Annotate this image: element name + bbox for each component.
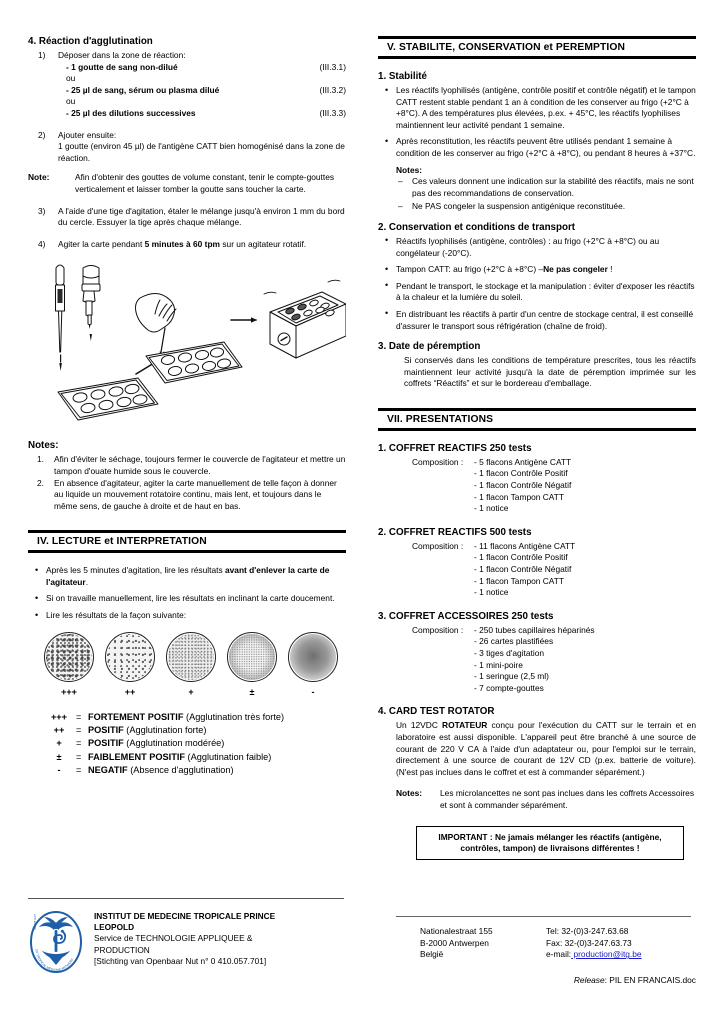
step-2-marker: 2)	[38, 129, 46, 140]
step-2-lead: Ajouter ensuite:	[58, 129, 117, 140]
kit-1-comp-label: Composition :	[412, 456, 464, 467]
iv-bullet-3: • Lire les résultats de la façon suivante:	[28, 610, 346, 622]
conservation-bullet-2-pre: Tampon CATT: au frigo (+2°C à +8°C) –	[396, 264, 544, 275]
conservation-bullet-3: • Pendant le transport, le stockage et la manipulation : éviter d'exposer les réactifs à la chaleur et la lumière du soleil.	[378, 281, 696, 304]
iv-bullet-2: • Si on travaille manuellement, lire les résultats en inclinant la carte doucement.	[28, 593, 346, 605]
legend-symbol: ±	[56, 751, 62, 762]
kit-item: - 1 notice	[474, 587, 509, 598]
kit-item: - 3 tiges d'agitation	[474, 648, 545, 658]
institute-service-line-2: PRODUCTION	[94, 944, 150, 955]
agglutination-label-1: ++	[124, 686, 136, 697]
release-label: Release	[573, 974, 605, 985]
iv-bullet-1-pre: Après les 5 minutes d'agitation, lire les résultats	[46, 565, 225, 576]
important-line-2: contrôles, tampon) de livraisons différentes !	[460, 842, 640, 853]
arrow-right-icon	[231, 318, 257, 324]
step-note-body: Afin d'obtenir des gouttes de volume constant, tenir le compte-gouttes verticalement et laisser tomber la goutte sans toucher la carte.	[75, 172, 335, 194]
kit-item: - 26 cartes plastifiées	[474, 636, 554, 647]
stability-notes-label: Notes:	[396, 164, 423, 175]
conservation-bullet-2	[378, 264, 696, 276]
option-row-2	[58, 85, 346, 97]
legend-equals: =	[76, 725, 82, 736]
left-note-1-marker: 1.	[37, 454, 44, 465]
option-row-3	[58, 108, 346, 120]
institute-name-line-1: INSTITUT DE MEDECINE TROPICALE PRINCE	[94, 911, 276, 921]
kit-1-items	[474, 457, 571, 515]
kit-1-composition	[378, 457, 696, 515]
release-line	[396, 975, 706, 985]
kit-item: - 11 flacons Antigène CATT	[474, 540, 576, 551]
kit-3-title: 3. COFFRET ACCESSOIRES 250 tests	[378, 610, 554, 622]
conservation-bullet-2-bold: Ne pas congeler	[543, 264, 608, 275]
agglutination-scale	[28, 632, 346, 697]
left-column	[28, 36, 346, 778]
step-3-marker: 3)	[38, 205, 46, 216]
itm-logo-icon	[28, 909, 84, 975]
step-3	[28, 206, 346, 229]
legend-equals: =	[76, 711, 82, 722]
legend-row	[42, 751, 346, 764]
right-column	[378, 36, 696, 860]
rotator-notes-label: Notes:	[396, 788, 423, 799]
option-1-text: - 1 goutte de sang non-dilué	[66, 61, 178, 72]
step-2-body: 1 goutte (environ 45 µl) de l'antigène CATT bien homogénisé dans la zone de réaction.	[58, 141, 345, 163]
step-4-bold: 5 minutes à 60 tpm	[144, 238, 221, 249]
legend-rest: (Agglutination faible)	[184, 751, 272, 762]
legend-rest: (Agglutination très forte)	[183, 711, 285, 722]
stability-title: 1. Stabilité	[378, 71, 427, 82]
section-iv-bullets	[28, 565, 346, 621]
agglutination-circle-4	[288, 632, 338, 682]
institute-name-line-2: LEOPOLD	[94, 922, 135, 933]
step-3-body: A l'aide d'une tige d'agitation, étaler le mélange jusqu'à environ 1 mm du bord du cercle. Essuyer la tige après chaque mélange.	[58, 205, 345, 228]
legend-symbol: ++	[53, 725, 65, 736]
legend-rest: (Absence d'agglutination)	[127, 765, 234, 776]
address-line-3: België	[420, 949, 444, 960]
legend-bold: POSITIF	[88, 738, 124, 749]
important-box	[416, 826, 684, 861]
agglutination-sample-1	[105, 632, 155, 697]
agglutination-label-0: +++	[61, 686, 77, 697]
section-4-steps-cont	[28, 206, 346, 251]
contact-details	[546, 926, 642, 961]
svg-text:INSTITUUT: INSTITUUT	[33, 913, 37, 931]
illustration-svg	[28, 256, 346, 436]
kit-item: - 1 flacon Tampon CATT	[474, 575, 564, 586]
rotator-notes	[378, 788, 696, 811]
rotator-title: 4. CARD TEST ROTATOR	[378, 706, 495, 718]
conservation-bullet-1: • Réactifs lyophilisés (antigène, contrôles) : au frigo (+2°C à +8°C) ou au congélateur (-20°C).	[378, 236, 696, 259]
kit-3-items	[474, 625, 595, 695]
legend-row	[42, 764, 346, 777]
institute-footer	[28, 898, 358, 975]
kit-item: - 250 tubes capillaires héparinés	[474, 624, 595, 635]
left-note-1	[28, 454, 346, 477]
iv-bullet-1	[28, 565, 346, 588]
agglutination-circle-1	[105, 632, 155, 682]
kit-item: - 7 compte-gouttes	[474, 682, 544, 693]
dropper-icon	[56, 265, 65, 371]
conservation-bullet-2-post: !	[607, 264, 613, 275]
conservation-bullets	[378, 236, 696, 332]
kit-3-composition	[378, 625, 696, 695]
address-line-2: B-2000 Antwerpen	[420, 937, 489, 948]
conservation-bullet-4: • En distribuant les réactifs à partir d'un centre de stockage central, il est conseillé d'assurer le transport sous réfrigération (chaîne de froid).	[378, 309, 696, 332]
iv-bullet-1-bold: avant d'enlever la carte de l'agitateur	[46, 565, 330, 587]
agglutination-sample-2	[166, 632, 216, 697]
rotator-device-icon	[264, 281, 346, 359]
step-1-marker: 1)	[38, 50, 46, 60]
legend-equals: =	[76, 765, 82, 776]
agglutination-label-4: -	[311, 686, 315, 697]
step-4	[28, 239, 346, 251]
interpretation-legend	[28, 711, 346, 778]
option-3-ref: (III.3.3)	[319, 107, 346, 118]
section-v-title: V. STABILITE, CONSERVATION et PEREMPTION	[387, 42, 625, 53]
expiry-body: Si conservés dans les conditions de température prescrites, tous les réactifs maintiennent leur activité jusqu'à la date de péremption imprimée sur les coffrets “Réactifs” et sur le bordereau d'emballage.	[404, 355, 696, 389]
legend-row	[42, 737, 346, 750]
section-vii-title: VII. PRESENTATIONS	[387, 413, 494, 425]
contact-block	[396, 926, 706, 961]
stability-bullets	[378, 85, 696, 160]
email-row	[546, 949, 642, 961]
option-row-1	[58, 62, 346, 74]
banner-rule-bottom	[28, 550, 346, 553]
legend-equals: =	[76, 738, 82, 749]
kit-item: - 1 flacon Contrôle Positif	[474, 468, 568, 479]
step-1-lead: Déposer dans la zone de réaction:	[58, 50, 186, 60]
institute-logo	[28, 909, 84, 975]
rotator-body	[378, 720, 696, 778]
left-notes-title: Notes:	[28, 440, 59, 452]
rotator-notes-body: Les microlancettes ne sont pas inclues dans les coffrets Accessoires et sont à commander séparément.	[440, 788, 695, 810]
step-1	[28, 50, 346, 120]
rotator-bold: ROTATEUR	[442, 720, 488, 731]
institute-address-block	[94, 909, 275, 967]
legend-rest: (Agglutination modérée)	[123, 738, 225, 749]
kit-item: - 5 flacons Antigène CATT	[474, 456, 572, 467]
or-1: ou	[66, 73, 76, 84]
section-vii-banner	[378, 408, 696, 431]
stability-bullet-1: • Les réactifs lyophilisés (antigène, contrôle positif et contrôle négatif) et le tampon CATT restent stable pendant 1 an à condition de les conserver au frigo (+2°C à +8°C). A des températures plus élevées, p.ex. + 45°C, les réactifs lyophilises maintiennent leur activité pendant 1 semaine.	[378, 85, 696, 131]
footer-row	[28, 909, 358, 975]
legend-symbol: +	[56, 738, 62, 749]
agglutination-sample-4	[288, 632, 338, 697]
agglutination-sample-3	[227, 632, 277, 697]
svg-text:OF TROPICAL MEDICINE ANTWERP: OF TROPICAL MEDICINE ANTWERP	[34, 948, 75, 973]
fax-value: 32-(0)3-247.63.73	[562, 937, 632, 948]
contact-footer	[396, 916, 706, 985]
kit-item: - 1 mini-poire	[474, 659, 523, 670]
step-4-post: sur un agitateur rotatif.	[220, 238, 307, 249]
step-note	[28, 172, 346, 195]
email-link[interactable]: production@itg.be	[571, 949, 642, 960]
kit-2-composition	[378, 541, 696, 599]
fax-row	[546, 938, 642, 950]
kit-item: - 1 seringue (2,5 ml)	[474, 671, 549, 682]
fax-label: Fax:	[546, 937, 563, 948]
banner-rule-bottom	[378, 56, 696, 59]
step-4-body	[58, 239, 346, 251]
or-2: ou	[66, 96, 76, 107]
contact-divider	[396, 916, 691, 917]
section-v-banner	[378, 36, 696, 59]
kit-item: - 1 notice	[474, 503, 509, 514]
legend-row	[42, 724, 346, 737]
legend-bold: FAIBLEMENT POSITIF	[88, 751, 185, 762]
left-note-2	[28, 478, 346, 513]
important-line-1: IMPORTANT : Ne jamais mélanger les réactifs (antigène,	[438, 831, 662, 842]
section-4-title: 4. Réaction d'agglutination	[28, 36, 153, 47]
left-note-2-text: En absence d'agitateur, agiter la carte manuellement de telle façon à donner au liquide un mouvement rotatoire continu, mais lent, et toujours dans le même sens, de gauche à droite et de haut en bas.	[54, 477, 337, 511]
institute-service-line-1: Service de TECHNOLOGIE APPLIQUEE &	[94, 933, 253, 944]
step-note-label: Note:	[28, 172, 50, 183]
agglutination-circle-2	[166, 632, 216, 682]
option-3-text: - 25 µl des dilutions successives	[66, 107, 196, 118]
legend-bold: FORTEMENT POSITIF	[88, 711, 184, 722]
banner-rule-bottom	[378, 428, 696, 431]
option-1-ref: (III.3.1)	[319, 61, 346, 72]
left-note-1-text: Afin d'éviter le séchage, toujours fermer le couvercle de l'agitateur et mettre un tampon d'ouate humide sous le couvercle.	[54, 454, 346, 476]
section-4-steps	[28, 50, 346, 164]
phone-row	[546, 926, 642, 938]
reagent-bottle-icon	[82, 266, 100, 342]
kit-item: - 1 flacon Contrôle Positif	[474, 552, 568, 563]
kit-item: - 1 flacon Contrôle Négatif	[474, 564, 572, 575]
legend-bold: NEGATIF	[88, 765, 128, 776]
kit-item: - 1 flacon Contrôle Négatif	[474, 480, 572, 491]
section-iv-banner	[28, 530, 346, 553]
kit-2-title: 2. COFFRET REACTIFS 500 tests	[378, 526, 532, 538]
rotator-pre: Un 12VDC	[396, 720, 443, 731]
legend-symbol: +++	[50, 711, 68, 722]
left-note-2-marker: 2.	[37, 477, 44, 488]
legend-bold: POSITIF	[88, 725, 124, 736]
stability-note-2: – Ne PAS congeler la suspension antigénique reconstituée.	[396, 201, 696, 213]
footer-divider	[28, 898, 344, 899]
legend-rest: (Agglutination forte)	[123, 725, 207, 736]
procedure-illustration	[28, 256, 346, 436]
email-label: e-mail:	[546, 949, 572, 960]
option-2-text: - 25 µl de sang, sérum ou plasma dilué	[66, 84, 220, 95]
address-line-1: Nationalestraat 155	[420, 926, 493, 936]
legend-row	[42, 711, 346, 724]
step-4-marker: 4)	[38, 238, 46, 249]
expiry-title: 3. Date de péremption	[378, 341, 481, 353]
kit-3-comp-label: Composition :	[412, 624, 464, 635]
kit-2-items	[474, 541, 575, 599]
release-value: : PIL EN FRANCAIS.doc	[604, 974, 696, 985]
agglutination-sample-0	[44, 632, 94, 697]
step-4-pre: Agiter la carte pendant	[58, 238, 145, 249]
phone-value: 32-(0)3-247.63.68	[559, 926, 629, 936]
test-card-icon	[58, 378, 158, 420]
agglutination-label-2: +	[188, 686, 194, 697]
hand-stirring-icon	[136, 294, 243, 384]
agglutination-circle-0	[44, 632, 94, 682]
kit-2-comp-label: Composition :	[412, 540, 464, 551]
option-2-ref: (III.3.2)	[319, 84, 346, 95]
left-notes-list	[28, 454, 346, 512]
step-2	[28, 130, 346, 165]
stability-bullet-2: • Après reconstitution, les réactifs peuvent être utilisés pendant 1 semaine à condition de les conserver au frigo (+2°C à +8°C), ou pendant 8 heures à +37°C.	[378, 136, 696, 159]
rotator-post: conçu pour l'exécution du CATT sur le terrain et en laboratoire est aussi disponible. L'appareil peut être branché à une source de courant de 220 V CA à l'aide d'un adaptateur ou, pour l'emploi sur le terrain, directement à une source de courant de 12V CD (p.ex. batterie de voiture). (N'est pas inclues dans le coffret et est à commander séparément.)	[396, 720, 697, 777]
section-iv-title: IV. LECTURE et INTERPRETATION	[37, 536, 207, 548]
legend-equals: =	[76, 751, 82, 762]
agglutination-circle-3	[227, 632, 277, 682]
iv-bullet-1-post: .	[85, 576, 89, 587]
phone-label: Tel:	[546, 926, 560, 936]
institute-registration: [Stichting van Openbaar Nut n° 0 410.057.701]	[94, 955, 267, 966]
kit-item: - 1 flacon Tampon CATT	[474, 491, 564, 502]
stability-note-1: – Ces valeurs donnent une indication sur la stabilité des réactifs, mais ne sont pas des recommandations de conservation.	[396, 176, 696, 199]
legend-symbol: -	[57, 765, 61, 776]
stability-notes	[378, 176, 696, 213]
postal-address	[420, 926, 546, 961]
conservation-title: 2. Conservation et conditions de transport	[378, 221, 576, 233]
agglutination-label-3: ±	[249, 686, 255, 697]
kit-1-title: 1. COFFRET REACTIFS 250 tests	[378, 442, 532, 454]
